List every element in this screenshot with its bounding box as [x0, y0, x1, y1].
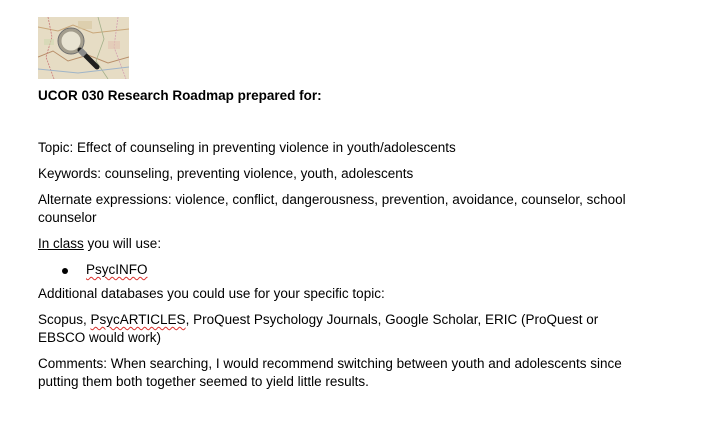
document-page — [38, 17, 648, 399]
roadmap-heading: UCOR 030 Research Roadmap prepared for: — [38, 88, 322, 103]
keywords-line: Keywords: counseling, preventing violence, youth, adolescents — [38, 166, 414, 181]
database-psycinfo: PsycINFO — [86, 262, 148, 277]
databases-first: Scopus, — [38, 312, 91, 327]
alternate-expressions-line: Alternate expressions: violence, conflict, dangerousness, prevention, avoidance, counselor, school counselor — [38, 192, 626, 225]
bullet-icon — [62, 268, 68, 274]
topic-line: Topic: Effect of counseling in preventing violence in youth/adolescents — [38, 140, 456, 155]
magnifying-glass-map-image — [38, 17, 129, 79]
in-class-underlined: In class — [38, 236, 84, 251]
additional-databases-line: Additional databases you could use for your specific topic: — [38, 286, 385, 301]
in-class-rest: you will use: — [83, 236, 162, 251]
databases-flagged-word: PsycARTICLES — [90, 312, 186, 327]
in-class-database-list — [38, 261, 648, 279]
list-item — [38, 261, 648, 279]
databases-list-line — [38, 311, 648, 347]
databases-rest: , ProQuest Psychology Journals, Google Scholar, ERIC (ProQuest or EBSCO would work) — [38, 312, 599, 345]
comments-line: Comments: When searching, I would recommend switching between youth and adolescents since putting them both together seemed to yield little results. — [38, 356, 622, 389]
blank-line — [38, 105, 648, 139]
in-class-line — [38, 235, 648, 253]
